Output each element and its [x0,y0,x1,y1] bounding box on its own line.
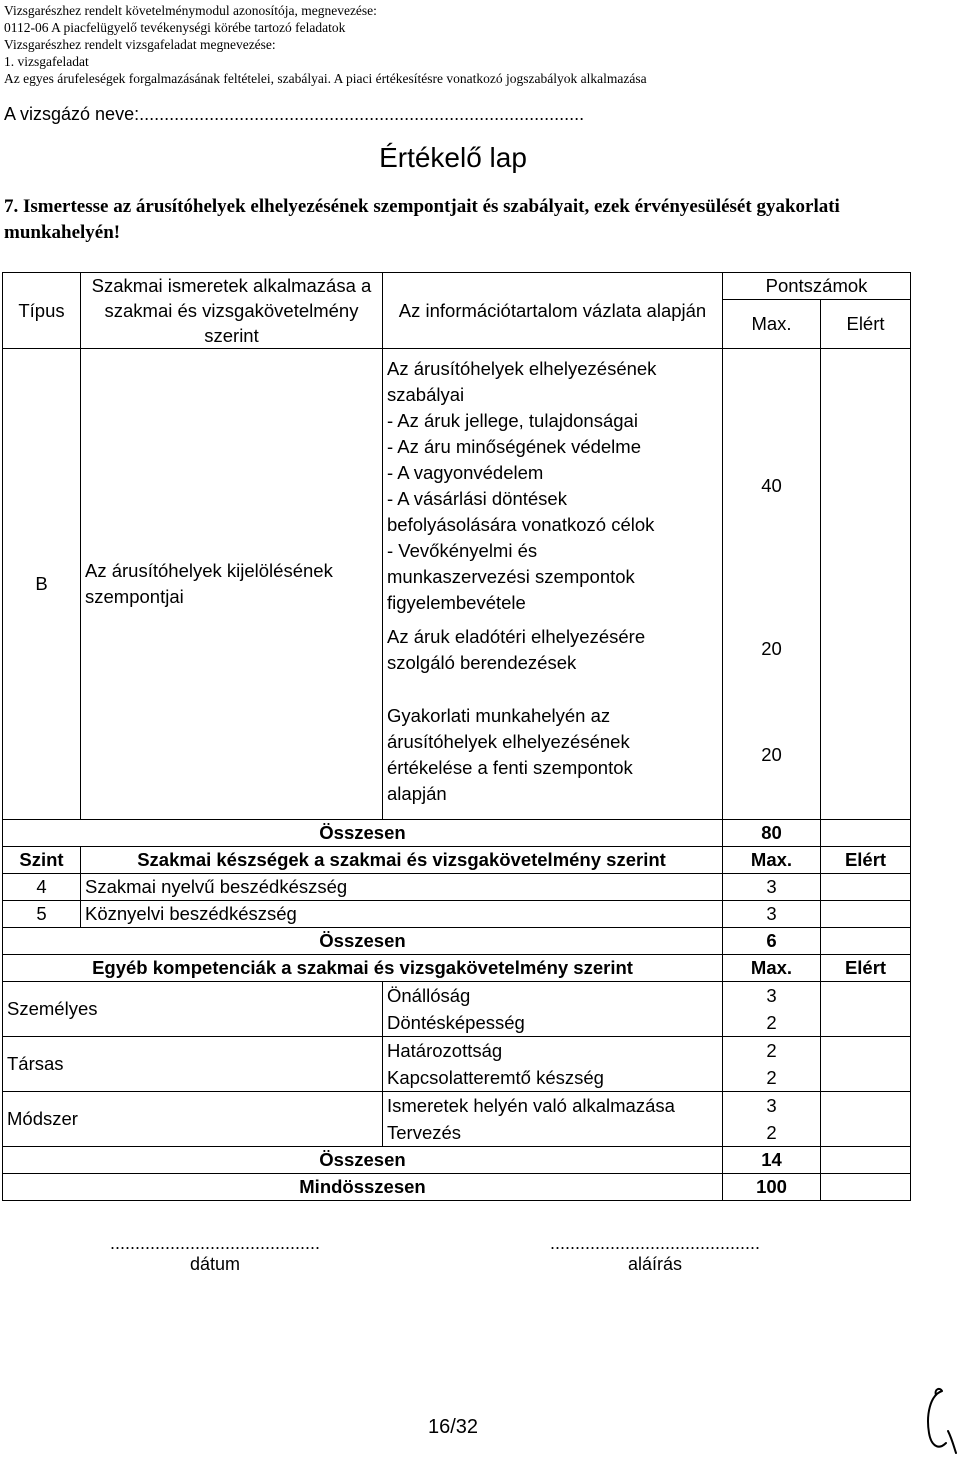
section2-total-achieved[interactable] [821,928,911,955]
outline-line: - Vevőkényelmi és [387,540,538,562]
competency-achieved[interactable] [821,1092,911,1147]
competency-items [383,1092,723,1147]
outline-line: Az árusítóhelyek elhelyezésének [387,358,657,380]
competency-items [383,982,723,1037]
outline-line: árusítóhelyek elhelyezésének [387,731,630,753]
competency-max-row [723,1037,820,1064]
header-task-name: Az egyes árufeleségek forgalmazásának feltételei, szabályai. A piaci értékesítésre vonatkozó jogszabályok alkalmazása [4,71,647,86]
section2-achieved-header: Elért [821,847,911,874]
outline-line: értékelése a fenti szempontok [387,757,633,779]
col-knowledge-header: Szakmai ismeretek alkalmazása a szakmai és vizsgakövetelmény szerint [81,273,383,349]
outline-line: befolyásolására vonatkozó célok [387,514,655,536]
section3-max-header: Max. [723,955,821,982]
competency-group-name: Módszer [3,1092,383,1147]
col-points-header: Pontszámok [723,273,911,300]
col-max-header: Max. [723,300,821,349]
skill-achieved[interactable] [821,901,911,928]
section2-total-label: Összesen [3,928,723,955]
section2-total-value: 6 [723,928,821,955]
max-points-3: 20 [723,692,821,820]
section2-total-row [3,928,911,955]
section1-row [3,349,911,624]
competency-label: Tervezés [387,1121,462,1143]
section2-max-header: Max. [723,847,821,874]
competency-group-name: Társas [3,1037,383,1092]
competency-max [723,1037,821,1092]
competency-group-row [3,1092,911,1147]
col-type-header: Típus [3,273,81,349]
skill-max: 3 [723,901,821,928]
outline-line: szolgáló berendezések [387,651,577,673]
competency-label: Határozottság [387,1039,503,1061]
competency-items-table [383,1092,722,1146]
competency-max-value: 3 [766,1094,777,1116]
competency-group-row [3,1037,911,1092]
grand-total-achieved[interactable] [821,1174,911,1201]
date-label: dátum [189,1254,241,1274]
competency-max-value: 2 [766,1039,777,1061]
skill-name: Szakmai nyelvű beszédkészség [81,874,723,901]
outline-line: - A vagyonvédelem [387,462,544,484]
col-other-header: Egyéb kompetenciák a szakmai és vizsgakövetelmény szerint [3,955,723,982]
outline-line: - A vásárlási döntések [387,488,567,510]
section3-achieved-header: Elért [821,955,911,982]
max-points-2: 20 [723,624,821,692]
competency-max-value: 2 [766,1011,777,1033]
signature-label: aláírás [627,1254,683,1274]
grand-total-value: 100 [723,1174,821,1201]
header-module-name: 0112-06 A piacfelügyelő tevékenységi körébe tartozó feladatok [4,20,346,35]
section1-header-row [3,273,911,300]
skill-achieved[interactable] [821,874,911,901]
skill-level: 5 [3,901,81,928]
competency-max-value: 3 [766,984,777,1006]
header-module-label: Vizsgarészhez rendelt követelménymodul azonosítója, megnevezése: [4,3,377,18]
competency-item [383,1037,722,1064]
competency-items [383,1037,723,1092]
page-title: Értékelő lap [379,142,527,173]
competency-max [723,982,821,1037]
section1-total-label: Összesen [3,820,723,847]
type-value: B [3,349,81,820]
section3-total-achieved[interactable] [821,1147,911,1174]
competency-label: Döntésképesség [387,1011,525,1033]
competency-item [383,1092,722,1119]
header-task-number: 1. vizsgafeladat [4,54,89,69]
date-dots: .......................................... [109,1233,321,1253]
competency-item [383,1064,722,1091]
competency-item [383,1119,722,1146]
outline-line: - Az áru minőségének védelme [387,436,641,458]
page-number: 16/32 [427,1416,479,1438]
outline-line: Gyakorlati munkahelyén az [387,705,611,727]
competency-max-table [723,1092,820,1146]
skill-max: 3 [723,874,821,901]
competency-max-row [723,1092,820,1119]
competency-achieved[interactable] [821,982,911,1037]
section1-total-achieved[interactable] [821,820,911,847]
outline-line: munkaszervezési szempontok [387,566,635,588]
competency-group-name: Személyes [3,982,383,1037]
grand-total-label: Mindösszesen [3,1174,723,1201]
signature-field [510,1233,800,1275]
outline-line: figyelembevétele [387,592,526,614]
competency-label: Ismeretek helyén való alkalmazása [387,1094,675,1116]
skill-row [3,901,911,928]
col-achieved-header: Elért [821,300,911,349]
skill-level: 4 [3,874,81,901]
candidate-name-line: A vizsgázó neve:......................................................................................... [4,104,585,124]
outline-line: szabályai [387,384,465,406]
competency-label: Önállóság [387,984,471,1006]
handwritten-initial-mark [920,1385,960,1455]
date-field [70,1233,360,1275]
competency-achieved[interactable] [821,1037,911,1092]
competency-max-table [723,982,820,1036]
competency-max-value: 2 [766,1121,777,1143]
competency-group-row [3,982,911,1037]
skill-row [3,874,911,901]
section1-total-row [3,820,911,847]
grand-total-row [3,1174,911,1201]
skill-name: Köznyelvi beszédkészség [81,901,723,928]
competency-max-row [723,1009,820,1036]
section3-total-label: Összesen [3,1147,723,1174]
competency-items-table [383,1037,722,1091]
evaluation-table [2,272,911,1201]
outline-item-2 [383,624,723,692]
section3-total-value: 14 [723,1147,821,1174]
outline-line: Az áruk eladótéri elhelyezésére [387,625,646,647]
col-skills-header: Szakmai készségek a szakmai és vizsgakövetelmény szerint [81,847,723,874]
outline-item-3 [383,692,723,820]
competency-max-table [723,1037,820,1091]
section3-header-row [3,955,911,982]
competency-max [723,1092,821,1147]
competency-label: Kapcsolatteremtő készség [387,1066,604,1088]
col-level-header: Szint [3,847,81,874]
header-task-label: Vizsgarészhez rendelt vizsgafeladat megnevezése: [4,37,276,52]
outline-line: - Az áruk jellege, tulajdonságai [387,410,638,432]
competency-item [383,982,722,1009]
exam-question: 7. Ismertesse az árusítóhelyek elhelyezésének szempontjait és szabályait, ezek érvényesülését gyakorlati munkahelyén! [4,196,840,243]
competency-max-row [723,982,820,1009]
col-outline-header: Az információtartalom vázlata alapján [383,273,723,349]
achieved-points-1[interactable] [821,349,911,820]
competency-items-table [383,982,722,1036]
competency-max-value: 2 [766,1066,777,1088]
section3-total-row [3,1147,911,1174]
outline-item-1 [383,349,723,624]
section2-header-row [3,847,911,874]
max-points-1: 40 [723,349,821,624]
competency-item [383,1009,722,1036]
outline-line: alapján [387,783,447,805]
competency-max-row [723,1064,820,1091]
knowledge-value: Az árusítóhelyek kijelölésének szempontjai [81,349,383,820]
competency-max-row [723,1119,820,1146]
signature-dots: .......................................... [549,1233,761,1253]
section1-total-value: 80 [723,820,821,847]
